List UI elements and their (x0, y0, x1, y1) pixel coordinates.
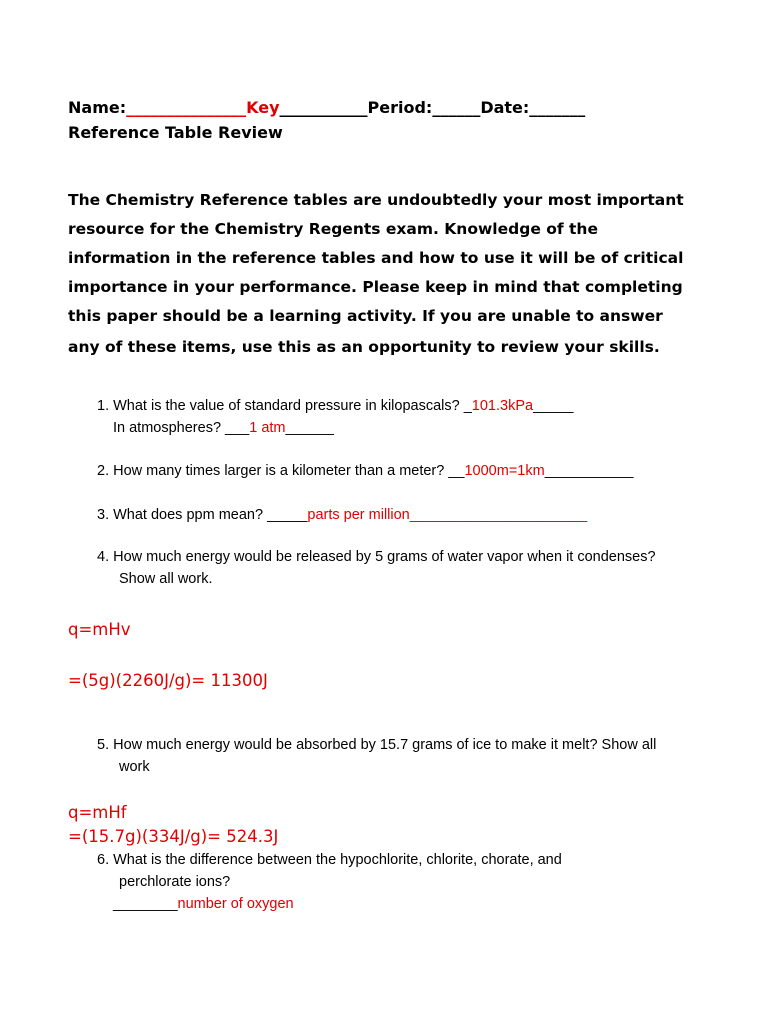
page-title: Reference Table Review (68, 123, 283, 142)
question-2 (97, 463, 633, 479)
question-4-line-2: Show all work. (119, 571, 213, 587)
question-text: 3. What does ppm mean? _____ (97, 507, 308, 523)
answer-text: 1000m=1km (464, 463, 545, 479)
question-6-answer (113, 896, 294, 912)
answer-blank: ________ (113, 896, 178, 912)
question-5: 5. How much energy would be absorbed by 15.7 grams of ice to make it melt? Show all (97, 737, 657, 753)
intro-line: importance in your performance. Please keep in mind that completing (68, 278, 683, 296)
question-text: In atmospheres? ___ (113, 420, 250, 436)
question-5-line-2: work (119, 759, 150, 775)
question-6: 6. What is the difference between the hypochlorite, chlorite, chorate, and (97, 852, 562, 868)
answer-text: 1 atm (249, 420, 286, 436)
answer-text: number of oxygen (177, 896, 294, 912)
question-text: 2. How many times larger is a kilometer than a meter? __ (97, 463, 465, 479)
question-text: 1. What is the value of standard pressure in kilopascals? _ (97, 398, 472, 414)
intro-paragraph (68, 186, 684, 362)
answer-formula: q=mHf (68, 803, 127, 822)
date-field: Date:_______ (480, 98, 586, 117)
question-1-part-2 (113, 420, 334, 436)
intro-line: any of these items, use this as an opportunity to review your skills. (68, 338, 660, 356)
answer-blank: ______________________ (409, 507, 588, 523)
header-line (68, 98, 585, 117)
name-label: Name: (68, 98, 127, 117)
answer-text: parts per million (307, 507, 410, 523)
name-blank-tail: ___________ (279, 98, 368, 117)
question-1 (97, 398, 573, 414)
period-field: Period:______ (367, 98, 481, 117)
answer-calculation: =(5g)(2260J/g)= 11300J (68, 671, 268, 690)
answer-text: 101.3kPa (471, 398, 534, 414)
question-4: 4. How much energy would be released by 5 grams of water vapor when it condenses? (97, 549, 656, 565)
question-3 (97, 507, 587, 523)
question-6-line-2: perchlorate ions? (119, 874, 231, 890)
intro-line: information in the reference tables and how to use it will be of critical (68, 249, 684, 267)
answer-blank: _____ (533, 398, 574, 414)
answer-blank: ___________ (544, 463, 634, 479)
answer-calculation: =(15.7g)(334J/g)= 524.3J (68, 827, 279, 846)
intro-line: resource for the Chemistry Regents exam. Knowledge of the (68, 220, 598, 238)
intro-line: this paper should be a learning activity. If you are unable to answer (68, 307, 663, 325)
intro-line: The Chemistry Reference tables are undoubtedly your most important (68, 191, 684, 209)
name-blank: _______________ (126, 98, 247, 117)
answer-blank: ______ (285, 420, 334, 436)
name-value: Key (246, 98, 280, 117)
answer-formula: q=mHv (68, 620, 131, 639)
